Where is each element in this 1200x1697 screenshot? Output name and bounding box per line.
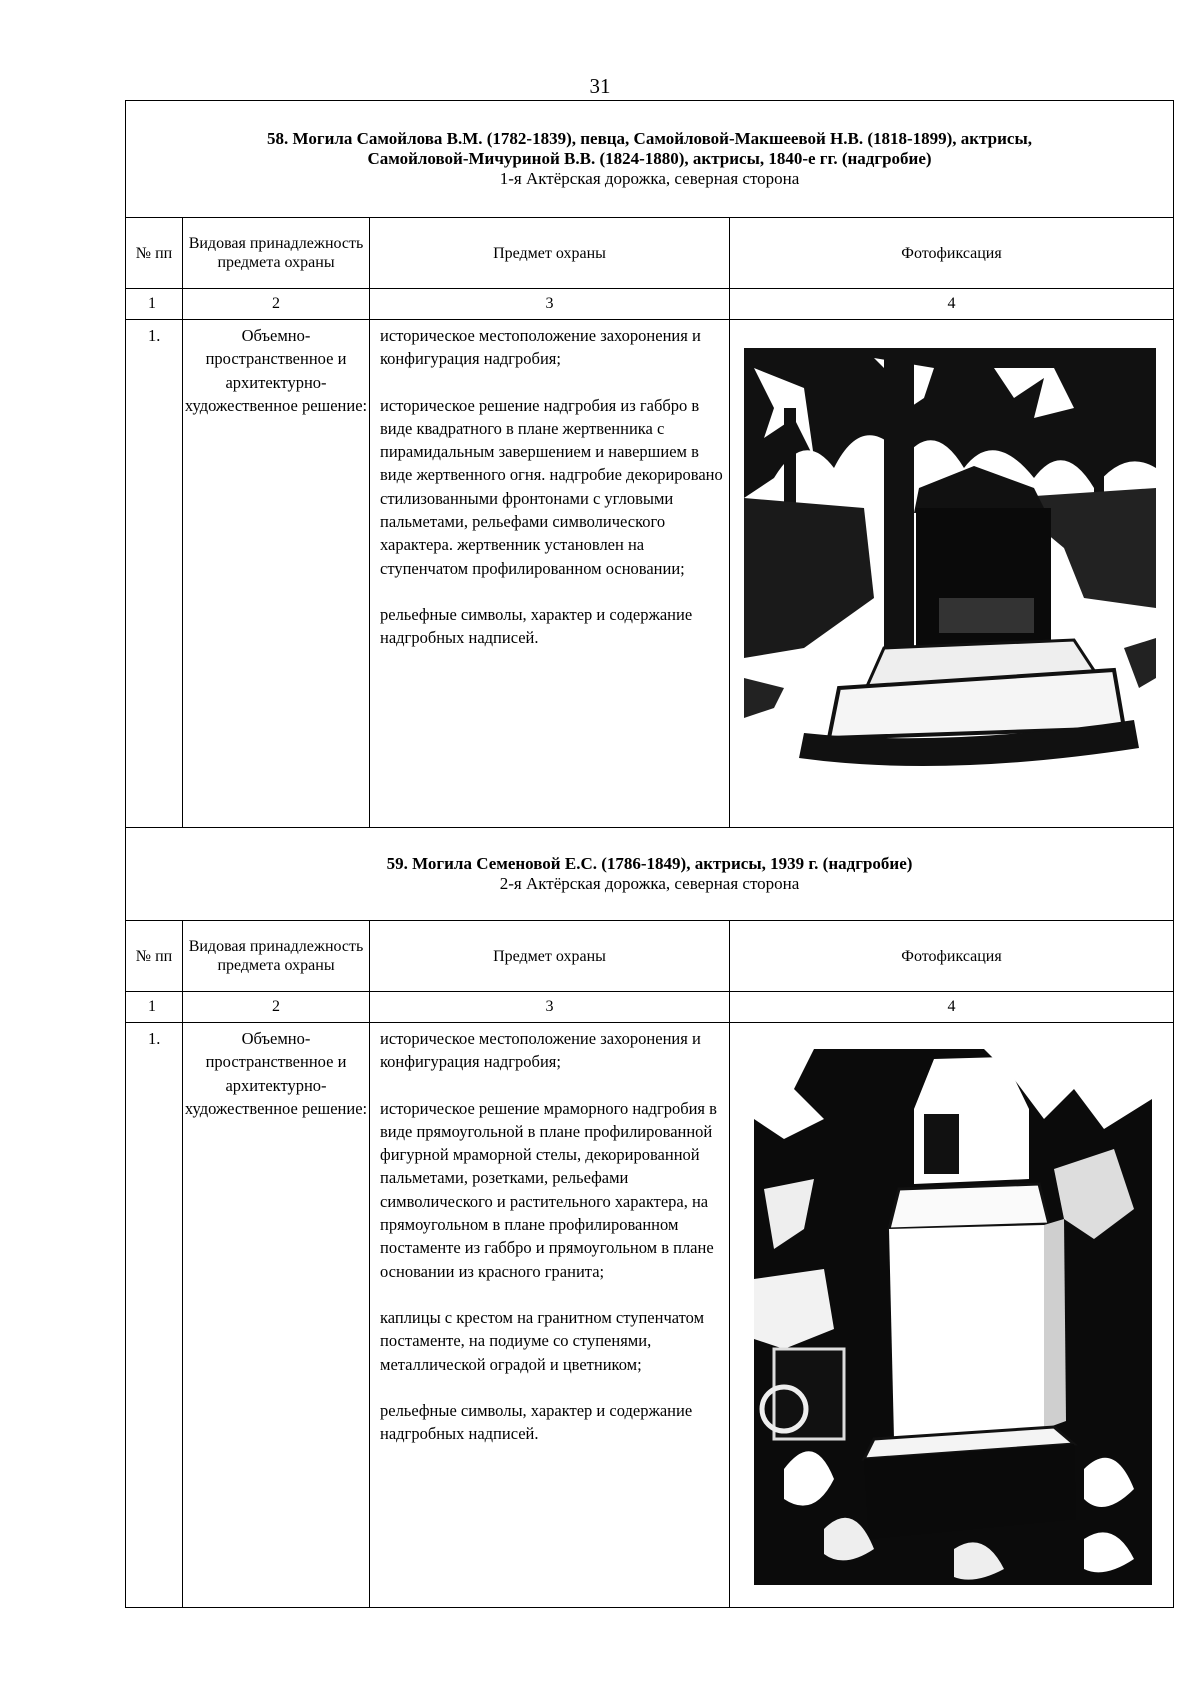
row-number: 1.	[126, 320, 183, 828]
row-subject	[370, 1023, 730, 1608]
column-number: 3	[370, 289, 730, 320]
column-number: 2	[183, 992, 370, 1023]
column-number: 2	[183, 289, 370, 320]
header-subject: Предмет охраны	[370, 921, 730, 992]
header-subject: Предмет охраны	[370, 218, 730, 289]
section-title-cell	[126, 828, 1174, 921]
subject-paragraph: историческое местоположение захоронения и конфигурация надгробия;	[380, 1029, 701, 1072]
subject-paragraph: историческое местоположение захоронения и конфигурация надгробия;	[380, 326, 701, 369]
page-number: 31	[589, 74, 611, 98]
section-title-line: 59. Могила Семеновой Е.С. (1786-1849), актрисы, 1939 г. (надгробие)	[386, 854, 913, 873]
section-title-row	[126, 828, 1174, 921]
header-num: № пп	[126, 218, 183, 289]
column-number: 4	[730, 992, 1174, 1023]
section-location: 2-я Актёрская дорожка, северная сторона	[499, 874, 800, 893]
header-row	[126, 921, 1174, 992]
column-number-row	[126, 289, 1174, 320]
section-title-line: 58. Могила Самойлова В.М. (1782-1839), певца, Самойловой-Макшеевой Н.В. (1818-1899), актрисы,	[267, 129, 1032, 148]
section-location: 1-я Актёрская дорожка, северная сторона	[499, 169, 800, 188]
header-type: Видовая принадлежность предмета охраны	[183, 921, 370, 992]
subject-paragraph: каплицы с крестом на гранитном ступенчатом постаменте, на подиуме со ступенями, металлической оградой и цветником;	[380, 1307, 705, 1374]
section-title-row	[126, 101, 1174, 218]
section-title-line: Самойловой-Мичуриной В.В. (1824-1880), актрисы, 1840-е гг. (надгробие)	[367, 149, 932, 168]
header-num: № пп	[126, 921, 183, 992]
column-number-row	[126, 992, 1174, 1023]
row-type: Объемно-пространственное и архитектурно-художественное решение:	[183, 1023, 370, 1608]
row-subject	[370, 320, 730, 828]
header-row	[126, 218, 1174, 289]
data-row	[126, 320, 1174, 828]
header-photo: Фотофиксация	[730, 218, 1174, 289]
column-number: 4	[730, 289, 1174, 320]
header-type: Видовая принадлежность предмета охраны	[183, 218, 370, 289]
row-type: Объемно-пространственное и архитектурно-художественное решение:	[183, 320, 370, 828]
subject-paragraph: рельефные символы, характер и содержание надгробных надписей.	[380, 604, 693, 648]
column-number: 3	[370, 992, 730, 1023]
tombstone-photo-58	[744, 348, 1156, 792]
header-photo: Фотофиксация	[730, 921, 1174, 992]
column-number: 1	[126, 992, 183, 1023]
data-row	[126, 1023, 1174, 1608]
section-title-cell	[126, 101, 1174, 218]
heritage-table	[125, 100, 1174, 1608]
tombstone-photo-59	[754, 1049, 1152, 1585]
photo-cell	[730, 1023, 1174, 1608]
subject-paragraph: историческое решение надгробия из габбро в виде квадратного в плане жертвенника с пирамидальным завершением и навершием в виде жертвенного огня. надгробие декорировано стилизованными фронтонами с угловыми пальметами, рельефами символического характера. жертвенник установлен на ступенчатом профилированном основании;	[380, 395, 723, 578]
subject-paragraph: историческое решение мраморного надгробия в виде прямоугольной в плане профилированной фигурной мраморной стелы, декорированной пальметами, розетками, рельефами символического и растительного характера, на прямоугольном в плане профилированном постаменте из габбро и прямоугольном в плане основании из красного гранита;	[380, 1098, 717, 1281]
row-number: 1.	[126, 1023, 183, 1608]
subject-paragraph: рельефные символы, характер и содержание надгробных надписей.	[380, 1400, 693, 1444]
column-number: 1	[126, 289, 183, 320]
photo-cell	[730, 320, 1174, 828]
